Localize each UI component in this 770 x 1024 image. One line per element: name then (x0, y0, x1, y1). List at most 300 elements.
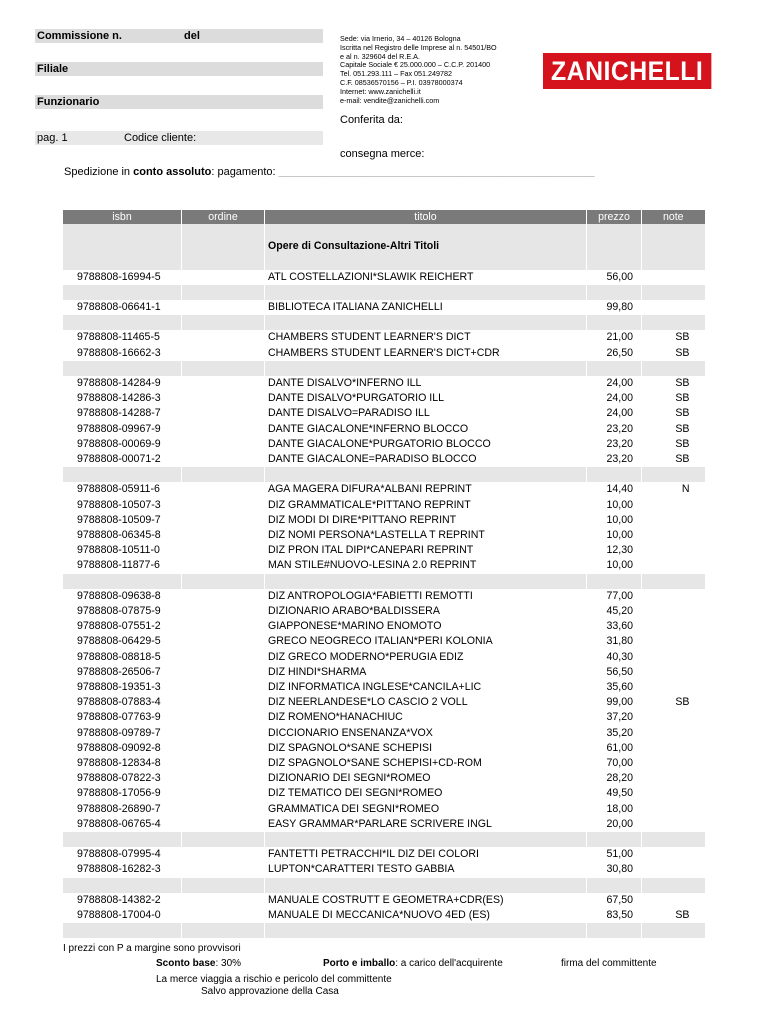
isbn-cell (63, 467, 182, 482)
ordine-cell (182, 923, 265, 938)
note-cell (642, 528, 705, 543)
note-cell: SB (642, 330, 705, 345)
isbn-cell: 9788808-26890-7 (63, 802, 182, 817)
isbn-cell: 9788808-07822-3 (63, 771, 182, 786)
isbn-cell (63, 224, 182, 239)
ordine-cell (182, 695, 265, 710)
note-cell (642, 543, 705, 558)
note-cell (642, 270, 705, 285)
price-cell (587, 254, 642, 269)
price-cell: 20,00 (587, 817, 642, 832)
isbn-cell: 9788808-10509-7 (63, 513, 182, 528)
firma-committente: firma del committente (561, 958, 657, 969)
isbn-cell: 9788808-06641-1 (63, 300, 182, 315)
price-cell: 21,00 (587, 330, 642, 345)
isbn-cell: 9788808-12834-8 (63, 756, 182, 771)
table-row (63, 498, 705, 513)
isbn-cell: 9788808-06765-4 (63, 817, 182, 832)
title-cell (265, 878, 587, 893)
table-row (63, 452, 705, 467)
ordine-cell (182, 619, 265, 634)
price-cell: 23,20 (587, 452, 642, 467)
note-cell: SB (642, 406, 705, 421)
title-cell: DANTE DISALVO*INFERNO ILL (265, 376, 587, 391)
table-row (63, 376, 705, 391)
address-line: Iscritta nel Registro delle Imprese al n. 54501/BO (340, 42, 497, 52)
ordine-cell (182, 802, 265, 817)
spacer-row (63, 574, 705, 589)
table-row (63, 802, 705, 817)
ordine-cell (182, 376, 265, 391)
note-cell (642, 513, 705, 528)
ordine-cell (182, 847, 265, 862)
ordine-cell (182, 437, 265, 452)
price-cell: 40,30 (587, 650, 642, 665)
price-cell: 18,00 (587, 802, 642, 817)
price-cell: 77,00 (587, 589, 642, 604)
title-cell: DANTE GIACALONE*INFERNO BLOCCO (265, 422, 587, 437)
ordine-cell (182, 224, 265, 239)
table-row (63, 908, 705, 923)
ordine-cell (182, 558, 265, 573)
price-cell: 10,00 (587, 513, 642, 528)
price-cell: 31,80 (587, 634, 642, 649)
table-row (63, 558, 705, 573)
porto-imballo (323, 958, 503, 969)
note-cell (642, 604, 705, 619)
title-cell: GRAMMATICA DEI SEGNI*ROMEO (265, 802, 587, 817)
title-cell: MAN STILE#NUOVO-LESINA 2.0 REPRINT (265, 558, 587, 573)
title-cell: DIZIONARIO DEI SEGNI*ROMEO (265, 771, 587, 786)
title-cell: DANTE GIACALONE=PARADISO BLOCCO (265, 452, 587, 467)
table-row (63, 893, 705, 908)
pag-label: pag. 1 (37, 132, 68, 144)
price-cell: 99,80 (587, 300, 642, 315)
table-row (63, 513, 705, 528)
title-cell: DIZIONARIO ARABO*BALDISSERA (265, 604, 587, 619)
note-cell (642, 710, 705, 725)
ordine-cell (182, 543, 265, 558)
company-address (340, 35, 540, 105)
price-cell: 10,00 (587, 528, 642, 543)
note-cell: SB (642, 346, 705, 361)
note-cell: N (642, 482, 705, 497)
ordine-cell (182, 832, 265, 847)
note-cell (642, 634, 705, 649)
ordine-cell (182, 771, 265, 786)
spedizione-bold: conto assoluto (133, 166, 212, 178)
price-cell (587, 467, 642, 482)
note-cell (642, 680, 705, 695)
title-cell (265, 832, 587, 847)
note-cell (642, 741, 705, 756)
title-cell: AGA MAGERA DIFURA*ALBANI REPRINT (265, 482, 587, 497)
isbn-cell: 9788808-14284-9 (63, 376, 182, 391)
note-cell (642, 726, 705, 741)
ordine-cell (182, 786, 265, 801)
title-cell (265, 574, 587, 589)
table-row (63, 695, 705, 710)
rischio-note: La merce viaggia a rischio e pericolo del committente (156, 974, 392, 985)
address-line: Sede: via Irnerio, 34 – 40126 Bologna (340, 34, 461, 43)
note-cell (642, 771, 705, 786)
price-cell: 24,00 (587, 391, 642, 406)
isbn-cell: 9788808-08818-5 (63, 650, 182, 665)
price-cell: 28,20 (587, 771, 642, 786)
title-cell: LUPTON*CARATTERI TESTO GABBIA (265, 862, 587, 877)
note-cell (642, 574, 705, 589)
col-ordine: ordine (182, 210, 265, 224)
title-cell: DIZ INFORMATICA INGLESE*CANCILA+LIC (265, 680, 587, 695)
note-cell: SB (642, 452, 705, 467)
price-cell: 26,50 (587, 346, 642, 361)
section-row (63, 239, 705, 254)
note-cell (642, 285, 705, 300)
price-cell: 33,60 (587, 619, 642, 634)
title-cell: ATL COSTELLAZIONI*SLAWIK REICHERT (265, 270, 587, 285)
price-cell (587, 832, 642, 847)
ordine-cell (182, 726, 265, 741)
note-cell (642, 893, 705, 908)
table-row (63, 406, 705, 421)
ordine-cell (182, 300, 265, 315)
note-cell (642, 665, 705, 680)
table-row (63, 817, 705, 832)
ordine-cell (182, 315, 265, 330)
isbn-cell: 9788808-09789-7 (63, 726, 182, 741)
conferita-label: Conferita da: (340, 114, 403, 126)
spedizione-suffix: : pagamento: (211, 166, 279, 178)
ordine-cell (182, 862, 265, 877)
table-row (63, 862, 705, 877)
isbn-cell (63, 832, 182, 847)
note-cell (642, 862, 705, 877)
table-row (63, 604, 705, 619)
price-cell (587, 315, 642, 330)
price-cell: 35,20 (587, 726, 642, 741)
isbn-cell: 9788808-19351-3 (63, 680, 182, 695)
price-cell: 35,60 (587, 680, 642, 695)
ordine-cell (182, 467, 265, 482)
price-cell: 23,20 (587, 422, 642, 437)
ordine-cell (182, 406, 265, 421)
spedizione-underline: _______________________________________________________________________ (278, 168, 595, 177)
price-cell (587, 239, 642, 254)
title-cell: DIZ SPAGNOLO*SANE SCHEPISI (265, 741, 587, 756)
price-cell: 99,00 (587, 695, 642, 710)
note-cell (642, 832, 705, 847)
price-cell: 10,00 (587, 558, 642, 573)
title-cell: DIZ ANTROPOLOGIA*FABIETTI REMOTTI (265, 589, 587, 604)
isbn-cell: 9788808-11877-6 (63, 558, 182, 573)
price-cell: 12,30 (587, 543, 642, 558)
porto-label: Porto e imballo (323, 958, 396, 969)
spacer-row (63, 832, 705, 847)
price-cell (587, 923, 642, 938)
ordine-cell (182, 528, 265, 543)
title-cell (265, 254, 587, 269)
isbn-cell (63, 254, 182, 269)
ordine-cell (182, 741, 265, 756)
spacer-row (63, 254, 705, 269)
title-cell: EASY GRAMMAR*PARLARE SCRIVERE INGL (265, 817, 587, 832)
consegna-label: consegna merce: (340, 148, 425, 160)
ordine-cell (182, 893, 265, 908)
title-cell (265, 224, 587, 239)
note-cell (642, 300, 705, 315)
note-cell (642, 467, 705, 482)
address-line: e al n. 329604 del R.E.A. (340, 51, 420, 61)
spacer-row (63, 315, 705, 330)
ordine-cell (182, 665, 265, 680)
ordine-cell (182, 589, 265, 604)
table-row (63, 680, 705, 695)
title-cell: MANUALE DI MECCANICA*NUOVO 4ED (ES) (265, 908, 587, 923)
ordine-cell (182, 285, 265, 300)
isbn-cell: 9788808-07995-4 (63, 847, 182, 862)
table-row (63, 619, 705, 634)
title-cell: DANTE DISALVO=PARADISO ILL (265, 406, 587, 421)
note-cell (642, 786, 705, 801)
note-cell (642, 558, 705, 573)
title-cell: CHAMBERS STUDENT LEARNER'S DICT (265, 330, 587, 345)
address-line: C.F. 08536570156 – P.I. 03978000374 (340, 77, 463, 87)
col-titolo: titolo (265, 210, 587, 224)
sconto-base (156, 958, 241, 969)
price-cell: 24,00 (587, 376, 642, 391)
isbn-cell: 9788808-07883-4 (63, 695, 182, 710)
note-cell: SB (642, 422, 705, 437)
note-cell (642, 802, 705, 817)
title-cell: DIZ HINDI*SHARMA (265, 665, 587, 680)
title-cell: DIZ NEERLANDESE*LO CASCIO 2 VOLL (265, 695, 587, 710)
note-cell (642, 315, 705, 330)
price-cell: 67,50 (587, 893, 642, 908)
title-cell (265, 315, 587, 330)
note-cell (642, 239, 705, 254)
ordine-cell (182, 270, 265, 285)
title-cell (265, 285, 587, 300)
ordine-cell (182, 361, 265, 376)
title-cell (265, 361, 587, 376)
approvazione-note: Salvo approvazione della Casa (201, 986, 339, 997)
ordine-cell (182, 330, 265, 345)
title-cell: DIZ ROMENO*HANACHIUC (265, 710, 587, 725)
table-row (63, 710, 705, 725)
isbn-cell (63, 361, 182, 376)
note-cell: SB (642, 695, 705, 710)
ordine-cell (182, 422, 265, 437)
table-row (63, 270, 705, 285)
isbn-cell (63, 878, 182, 893)
spedizione-line (64, 166, 595, 178)
spacer-row (63, 923, 705, 938)
price-cell: 83,50 (587, 908, 642, 923)
table-row (63, 756, 705, 771)
isbn-cell (63, 285, 182, 300)
isbn-cell: 9788808-09092-8 (63, 741, 182, 756)
del-label: del (184, 30, 200, 42)
order-table (62, 210, 705, 938)
note-cell (642, 254, 705, 269)
note-cell: SB (642, 376, 705, 391)
table-header-row (63, 210, 705, 224)
table-row (63, 650, 705, 665)
ordine-cell (182, 574, 265, 589)
table-row (63, 726, 705, 741)
ordine-cell (182, 650, 265, 665)
isbn-cell: 9788808-11465-5 (63, 330, 182, 345)
isbn-cell: 9788808-17004-0 (63, 908, 182, 923)
spacer-row (63, 224, 705, 239)
note-cell (642, 498, 705, 513)
isbn-cell: 9788808-00071-2 (63, 452, 182, 467)
isbn-cell (63, 315, 182, 330)
price-cell (587, 224, 642, 239)
isbn-cell: 9788808-00069-9 (63, 437, 182, 452)
porto-value: : a carico dell'acquirente (395, 958, 503, 969)
note-cell (642, 224, 705, 239)
title-cell: BIBLIOTECA ITALIANA ZANICHELLI (265, 300, 587, 315)
price-cell: 70,00 (587, 756, 642, 771)
price-cell (587, 878, 642, 893)
ordine-cell (182, 710, 265, 725)
ordine-cell (182, 878, 265, 893)
isbn-cell: 9788808-07763-9 (63, 710, 182, 725)
ordine-cell (182, 680, 265, 695)
table-row (63, 528, 705, 543)
title-cell: DIZ GRAMMATICALE*PITTANO REPRINT (265, 498, 587, 513)
isbn-cell: 9788808-16282-3 (63, 862, 182, 877)
price-cell (587, 285, 642, 300)
ordine-cell (182, 513, 265, 528)
isbn-cell: 9788808-16994-5 (63, 270, 182, 285)
table-row (63, 482, 705, 497)
isbn-cell: 9788808-17056-9 (63, 786, 182, 801)
isbn-cell: 9788808-05911-6 (63, 482, 182, 497)
price-cell: 14,40 (587, 482, 642, 497)
table-row (63, 330, 705, 345)
col-note: note (642, 210, 705, 224)
isbn-cell (63, 574, 182, 589)
spacer-row (63, 361, 705, 376)
table-row (63, 543, 705, 558)
address-line: e-mail: vendite@zanichelli.com (340, 95, 440, 105)
isbn-cell: 9788808-10507-3 (63, 498, 182, 513)
note-cell: SB (642, 391, 705, 406)
isbn-cell: 9788808-14288-7 (63, 406, 182, 421)
price-cell: 61,00 (587, 741, 642, 756)
isbn-cell: 9788808-06429-5 (63, 634, 182, 649)
table-row (63, 589, 705, 604)
price-cell: 23,20 (587, 437, 642, 452)
title-cell: DIZ MODI DI DIRE*PITTANO REPRINT (265, 513, 587, 528)
spacer-row (63, 467, 705, 482)
title-cell: MANUALE COSTRUTT E GEOMETRA+CDR(ES) (265, 893, 587, 908)
sconto-label: Sconto base (156, 958, 216, 969)
table-row (63, 786, 705, 801)
note-cell (642, 817, 705, 832)
title-cell: DIZ NOMI PERSONA*LASTELLA T REPRINT (265, 528, 587, 543)
note-cell (642, 589, 705, 604)
table-row (63, 771, 705, 786)
note-cell (642, 847, 705, 862)
isbn-cell: 9788808-09967-9 (63, 422, 182, 437)
spacer-row (63, 285, 705, 300)
isbn-cell (63, 923, 182, 938)
title-cell (265, 923, 587, 938)
isbn-cell: 9788808-14382-2 (63, 893, 182, 908)
ordine-cell (182, 482, 265, 497)
title-cell: DIZ PRON ITAL DIPI*CANEPARI REPRINT (265, 543, 587, 558)
table-row (63, 391, 705, 406)
filiale-bar (35, 62, 323, 76)
ordine-cell (182, 756, 265, 771)
price-cell: 24,00 (587, 406, 642, 421)
zanichelli-logo: ZANICHELLI (543, 53, 711, 89)
address-line: Capitale Sociale € 25.000.000 – C.C.P. 201400 (340, 60, 491, 70)
isbn-cell (63, 239, 182, 254)
note-cell (642, 619, 705, 634)
table-row (63, 422, 705, 437)
funzionario-label: Funzionario (37, 96, 100, 108)
note-cell: SB (642, 908, 705, 923)
title-cell: DIZ TEMATICO DEI SEGNI*ROMEO (265, 786, 587, 801)
ordine-cell (182, 908, 265, 923)
ordine-cell (182, 604, 265, 619)
col-isbn: isbn (63, 210, 182, 224)
title-cell: DANTE DISALVO*PURGATORIO ILL (265, 391, 587, 406)
isbn-cell: 9788808-16662-3 (63, 346, 182, 361)
price-cell: 56,50 (587, 665, 642, 680)
ordine-cell (182, 452, 265, 467)
price-cell (587, 574, 642, 589)
price-cell: 56,00 (587, 270, 642, 285)
ordine-cell (182, 239, 265, 254)
ordine-cell (182, 346, 265, 361)
title-cell: DANTE GIACALONE*PURGATORIO BLOCCO (265, 437, 587, 452)
isbn-cell: 9788808-07551-2 (63, 619, 182, 634)
table-row (63, 634, 705, 649)
table-row (63, 300, 705, 315)
title-cell (265, 467, 587, 482)
col-prezzo: prezzo (587, 210, 642, 224)
note-cell: SB (642, 437, 705, 452)
spacer-row (63, 878, 705, 893)
isbn-cell: 9788808-07875-9 (63, 604, 182, 619)
commissione-label: Commissione n. (37, 30, 122, 42)
isbn-cell: 9788808-06345-8 (63, 528, 182, 543)
prezzi-note: I prezzi con P a margine sono provvisori (63, 943, 241, 954)
price-cell: 49,50 (587, 786, 642, 801)
table-row (63, 741, 705, 756)
ordine-cell (182, 634, 265, 649)
address-line: Internet: www.zanichelli.it (340, 86, 421, 96)
isbn-cell: 9788808-10511-0 (63, 543, 182, 558)
price-cell: 37,20 (587, 710, 642, 725)
isbn-cell: 9788808-26506-7 (63, 665, 182, 680)
isbn-cell: 9788808-09638-8 (63, 589, 182, 604)
address-line: Tel. 051.293.111 – Fax 051.249782 (340, 69, 453, 79)
title-cell: GRECO NEOGRECO ITALIAN*PERI KOLONIA (265, 634, 587, 649)
price-cell: 30,80 (587, 862, 642, 877)
sconto-value: : 30% (215, 958, 242, 969)
price-cell: 45,20 (587, 604, 642, 619)
table-row (63, 665, 705, 680)
ordine-cell (182, 254, 265, 269)
codice-cliente-label: Codice cliente: (124, 132, 197, 144)
table-row (63, 346, 705, 361)
